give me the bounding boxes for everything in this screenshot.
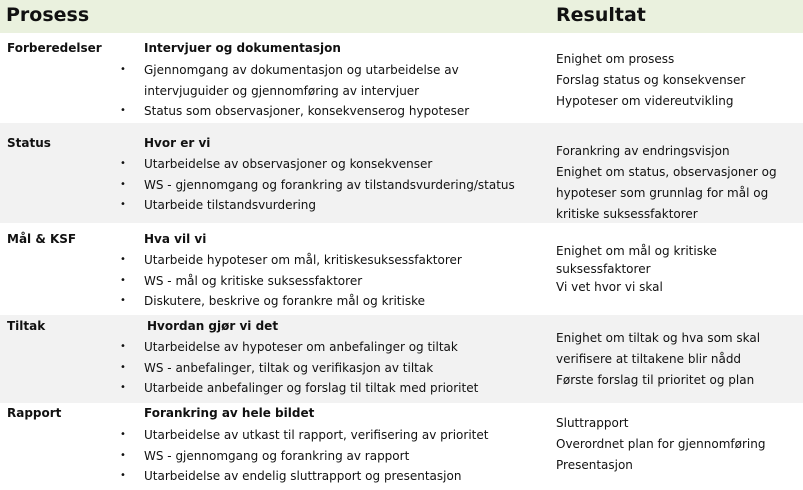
activity-list [120,154,520,216]
result-list [556,49,796,112]
bullet-icon: • [120,295,126,306]
result-item: Første forslag til prioritet og plan [556,373,755,387]
bullet-icon: • [120,341,126,352]
bullet-icon: • [120,64,126,75]
header-resultat: Resultat [556,4,646,26]
result-list [556,141,796,223]
result-item: Overordnet plan for gjennomføring [556,437,766,451]
result-list [556,242,796,296]
result-list [556,328,796,391]
list-item: • Utarbeide tilstandsvurdering [120,195,520,216]
row-rapport [0,403,803,490]
header-prosess: Prosess [6,4,90,26]
list-item: • Utarbeidelse av hypoteser om anbefalinger og tiltak [120,337,520,358]
list-item: • WS - anbefalinger, tiltak og verifikasjon av tiltak [120,358,520,379]
activity-list [120,60,520,122]
list-item-continuation: intervjuguider og gjennomføring av intervjuer [144,83,420,98]
row-label: Tiltak [7,319,46,333]
row-status [0,123,803,223]
list-item: • Diskutere, beskrive og forankre mål og kritiske [120,291,520,315]
list-item: • Utarbeidelse av endelig sluttrapport og presentasjon [120,466,520,487]
row-label: Forberedelser [7,41,102,55]
result-list [556,413,796,476]
row-title: Forankring av hele bildet [144,406,315,420]
list-item: • Utarbeide hypoteser om mål, kritiskesuksessfaktorer [120,250,520,271]
bullet-icon: • [120,429,126,440]
result-item: verifisere at tiltakene blir nådd [556,352,742,366]
list-item: • WS - mål og kritiske suksessfaktorer [120,271,520,292]
bullet-icon: • [120,274,126,286]
bullet-icon: • [120,382,126,393]
row-forberedelser [0,33,803,123]
activity-list [120,250,520,315]
list-item: • Gjennomgang av dokumentasjon og utarbeidelse av intervjuguider og gjennomføring av intervjuer [120,60,520,101]
row-title: Hvor er vi [144,136,211,150]
list-item: • Status som observasjoner, konsekvenserog hypoteser [120,101,520,122]
result-item: Forslag status og konsekvenser [556,73,746,87]
result-item: Hypoteser om videreutvikling [556,94,734,108]
list-item: • Utarbeidelse av observasjoner og konsekvenser [120,154,520,175]
result-item: Vi vet hvor vi skal [556,280,663,294]
result-item: Sluttrapport [556,416,629,430]
result-item: Enighet om tiltak og hva som skal [556,331,761,345]
bullet-icon: • [120,199,126,210]
activity-list [120,337,520,399]
row-label: Rapport [7,406,62,420]
row-mal-ksf [0,223,803,315]
result-item: Enighet om prosess [556,52,675,66]
bullet-icon: • [120,361,126,373]
activity-list [120,425,520,487]
result-item: suksessfaktorer [556,262,651,276]
table-header [0,0,803,33]
bullet-icon: • [120,105,126,116]
result-item: hypoteser som grunnlag for mål og [556,186,769,200]
bullet-icon: • [120,158,126,169]
row-title: Hvordan gjør vi det [147,319,279,333]
row-title: Intervjuer og dokumentasjon [144,41,341,55]
result-item: kritiske suksessfaktorer [556,207,698,221]
row-label: Mål & KSF [7,232,77,246]
list-item: • WS - gjennomgang og forankring av tilstandsvurdering/status [120,175,520,196]
result-item: Presentasjon [556,458,633,472]
result-item: Enighet om status, observasjoner og [556,165,777,179]
bullet-icon: • [120,178,126,190]
result-item: Enighet om mål og kritiske [556,244,717,258]
row-title: Hva vil vi [144,232,207,246]
bullet-icon: • [120,449,126,461]
row-tiltak [0,315,803,403]
row-label: Status [7,136,51,150]
list-item: • WS - gjennomgang og forankring av rapport [120,446,520,467]
list-item: • Utarbeide anbefalinger og forslag til tiltak med prioritet [120,378,520,399]
result-item: Forankring av endringsvisjon [556,144,730,158]
list-item: • Utarbeidelse av utkast til rapport, verifisering av prioritet [120,425,520,446]
bullet-icon: • [120,470,126,481]
bullet-icon: • [120,254,126,265]
